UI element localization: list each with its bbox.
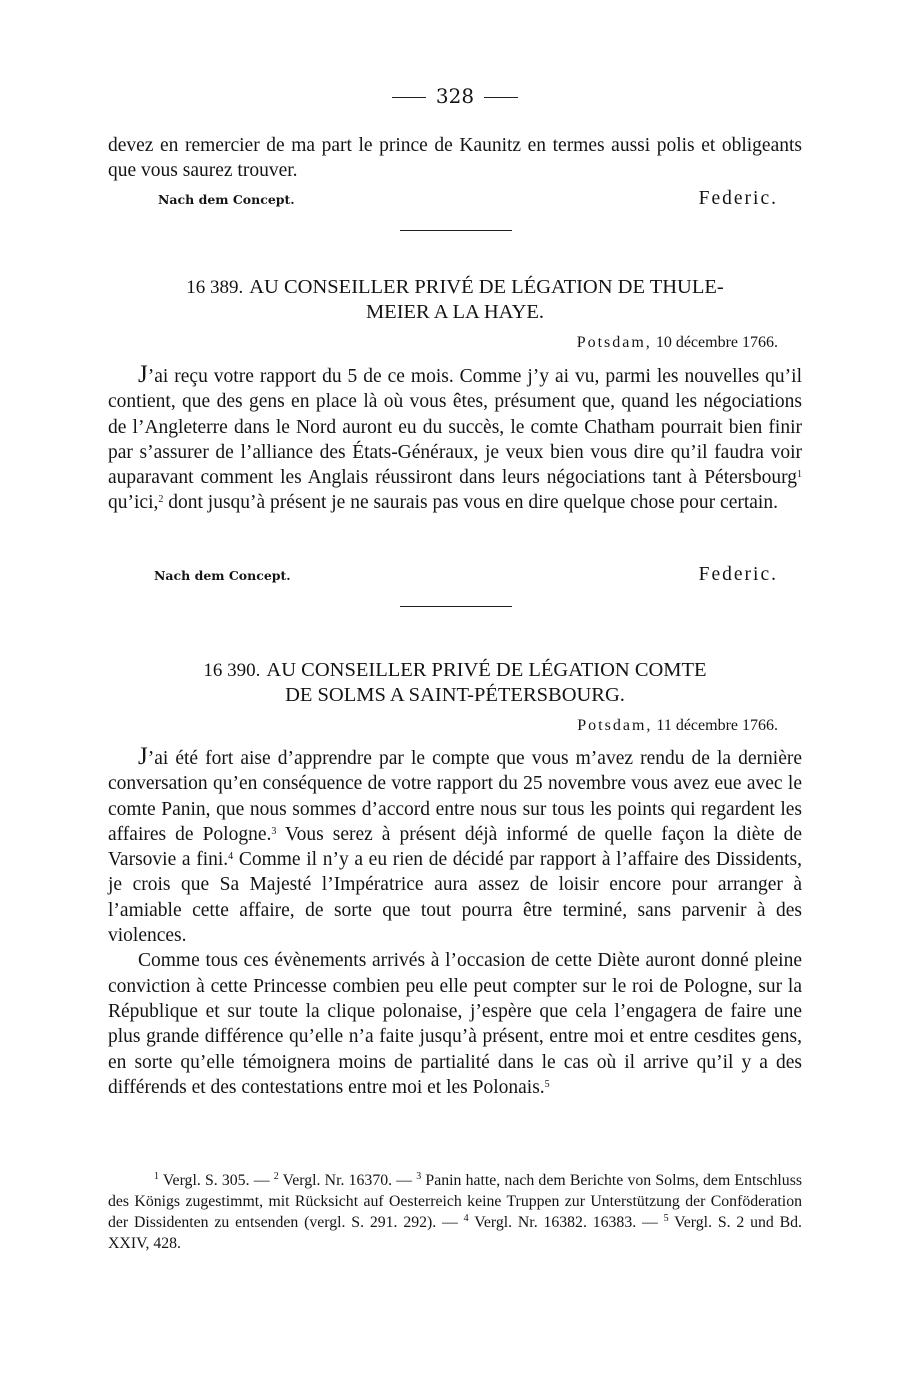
footnote-marker: 5 [544, 1078, 550, 1090]
letter-paragraph [108, 744, 802, 948]
footnote-2: Vergl. Nr. 16370. — [278, 1172, 417, 1189]
footnote-marker: 3 [271, 825, 277, 837]
source-note: Nach dem Concept. [158, 192, 295, 207]
separator-rule [400, 606, 512, 607]
footnote-text [108, 1170, 802, 1254]
footnote-marker: 5 [663, 1213, 669, 1224]
continuation-block [108, 133, 802, 184]
signature: Federic. [698, 564, 778, 585]
footnote-marker: 2 [273, 1171, 279, 1182]
letter-paragraph [108, 362, 802, 516]
separator-rule [400, 230, 512, 231]
footnote-marker: 1 [797, 469, 802, 481]
page-number: 328 [435, 84, 475, 108]
continuation-text: devez en remercier de ma part le prince de Kaunitz en termes aussi polis et obligeants que vous saurez trouver. [108, 135, 802, 182]
heading-line-1 [108, 275, 802, 300]
letter-number: 16 390. [203, 660, 261, 681]
paragraph-text: qu’ici, [108, 492, 159, 514]
letter-16389-dateline [577, 334, 778, 352]
signature: Federic. [698, 188, 778, 209]
initial-letter: J [138, 361, 148, 388]
footnote-marker: 3 [416, 1171, 422, 1182]
footnotes [108, 1170, 802, 1254]
letter-number: 16 389. [186, 277, 244, 298]
footnote-3: Panin hatte, nach dem Berichte von Solms, dem Entschluss des Königs zugestimmt, mit Rücksicht auf Oesterreich keine Truppen zur Unterstützung der Conföderation der Dissidenten zu entsenden (vergl. S. 291. 292). — [108, 1172, 802, 1231]
letter-16389-footer [108, 564, 802, 588]
dash-right [484, 97, 518, 98]
dateline-place: Potsdam, [577, 717, 653, 734]
letter-16390-heading [108, 658, 802, 708]
letter-16389-heading [108, 275, 802, 325]
dateline-date: 11 décembre 1766. [656, 717, 778, 734]
footnote-marker: 2 [158, 494, 164, 506]
heading-line-1 [108, 658, 802, 683]
letter-16390-dateline [577, 717, 778, 735]
letter-16389-body [108, 362, 802, 516]
footnote-4: Vergl. Nr. 16382. 16383. — [468, 1214, 664, 1231]
heading-title-2: DE SOLMS A SAINT-PÉTERSBOURG. [285, 684, 625, 706]
dash-left [392, 97, 426, 98]
paragraph-text: ’ai été fort aise d’apprendre par le compte que vous m’avez rendu de la dernière conversation qu’en conséquence de votre rapport du 25 novembre vous avez eue avec le comte Panin, que nous sommes d’accord entre nous sur tous les points qui regardent les affaires de Pologne. [108, 748, 802, 845]
letter-16390-body [108, 744, 802, 1100]
continuation-footer [108, 188, 802, 212]
footnote-marker: 4 [463, 1213, 469, 1224]
heading-title-1: AU CONSEILLER PRIVÉ DE LÉGATION DE THULE- [249, 276, 724, 298]
source-note: Nach dem Concept. [154, 568, 291, 583]
footnote-1: Vergl. S. 305. — [159, 1172, 274, 1189]
paragraph-text: ’ai reçu votre rapport du 5 de ce mois. Comme j’y ai vu, parmi les nouvelles qu’il contient, que des gens en place là où vous êtes, présument que, quand les négociations de l’Angleterre dans le Nord auront eu du succès, le comte Chatham pourrait bien finir par s’assurer de l’alliance des États-Généraux, je veux bien vous dire qu’il faudra voir auparavant comment les Anglais réussiront dans leurs négociations tant à Pétersbourg [108, 366, 802, 489]
footnote-marker: 1 [154, 1171, 159, 1182]
footnote-marker: 4 [228, 851, 234, 863]
heading-title-1: AU CONSEILLER PRIVÉ DE LÉGATION COMTE [266, 659, 707, 681]
dateline-date: 10 décembre 1766. [655, 334, 778, 351]
footnote-5: Vergl. S. 2 und Bd. XXIV, 428. [108, 1214, 803, 1252]
dateline-place: Potsdam, [576, 334, 652, 351]
heading-title-2: MEIER A LA HAYE. [365, 301, 545, 323]
paragraph-text: Comme il n’y a eu rien de décidé par rapport à l’affaire des Dissidents, je crois que Sa Majesté l’Impératrice aura assez de loisir encore pour arranger à l’amiable cette affaire, de sorte que tout pourra être terminé, sans parvenir à des violences. [108, 849, 802, 947]
letter-paragraph [108, 948, 802, 1100]
paragraph-text: dont jusqu’à présent je ne saurais pas vous en dire quelque chose pour certain. [163, 492, 778, 514]
running-head [108, 84, 802, 108]
initial-letter: J [138, 743, 148, 770]
paragraph-text: Vous serez à présent déjà informé de quelle façon la diète de Varsovie a fini. [108, 823, 802, 871]
paragraph-text: Comme tous ces évènements arrivés à l’occasion de cette Diète auront donné pleine conviction à cette Princesse combien peu elle peut compter sur le roi de Pologne, sur la République et sur toute la clique polonaise, j’espère que cela l’engagera de faire une plus grande différence qu’elle n’a faite jusqu’à présent, entre moi et entre cesdites gens, en sorte qu’elle témoignera moins de partialité dans le cas où il arrive qu’il y a des différends et des contestations entre moi et les Polonais. [108, 950, 802, 1098]
